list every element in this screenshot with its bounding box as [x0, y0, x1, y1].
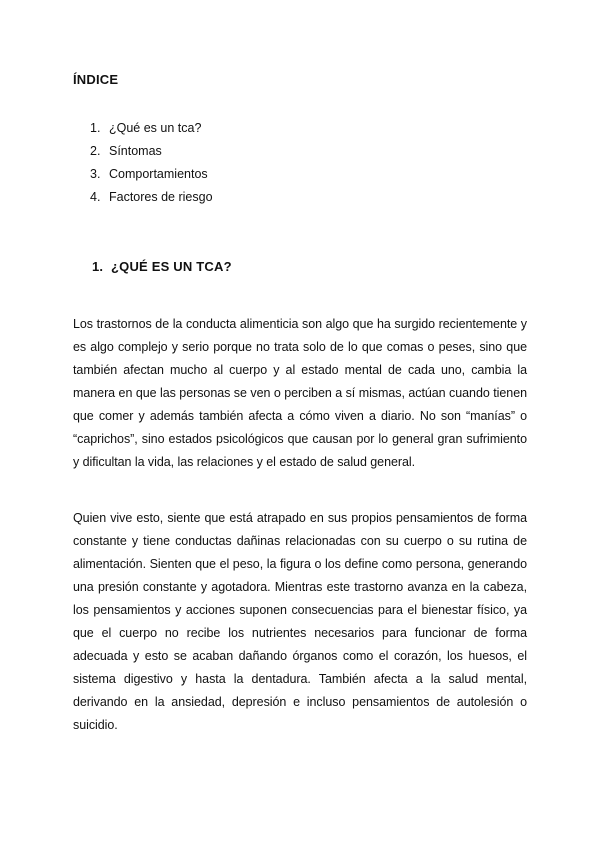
section-title: ¿QUÉ ES UN TCA?: [111, 259, 232, 274]
body-paragraph: Quien vive esto, siente que está atrapado en sus propios pensamientos de forma constante y tiene conductas dañinas relacionadas con su cuerpo o su rutina de alimentación. Sienten que el peso, la figura o los define como persona, generando una presión constante y agotadora. Mientras este trastorno avanza en la cabeza, los pensamientos y acciones suponen consecuencias para el bienestar físico, ya que el cuerpo no recibe los nutrientes necesarios para funcionar de forma adecuada y esto se acaban dañando órganos como el corazón, los huesos, el sistema digestivo y hasta la dentadura. También afecta a la salud mental, derivando en la ansiedad, depresión e incluso pensamientos de autolesión o suicidio.: [73, 511, 527, 732]
toc-item-number: 1.: [90, 121, 101, 135]
toc-item-number: 3.: [90, 167, 101, 181]
section-heading: [92, 259, 232, 274]
toc-item-label: ¿Qué es un tca?: [109, 121, 202, 135]
toc-item-label: Factores de riesgo: [109, 190, 213, 204]
toc-item-label: Comportamientos: [109, 167, 208, 181]
toc-item: [90, 189, 213, 212]
table-of-contents: [90, 120, 213, 212]
toc-item: [90, 143, 213, 166]
index-heading: ÍNDICE: [73, 72, 119, 87]
toc-item-number: 2.: [90, 144, 101, 158]
toc-item-label: Síntomas: [109, 144, 162, 158]
toc-item: [90, 166, 213, 189]
body-paragraph: Los trastornos de la conducta alimenticia son algo que ha surgido recientemente y es algo complejo y serio porque no trata solo de lo que comas o peses, sino que también afectan mucho al cuerpo y al estado mental de cada uno, cambia la manera en que las personas se ven o perciben a sí mismas, actúan cuando tienen que comer y además también afecta a cómo viven a diario. No son “manías” o “caprichos”, sino estados psicológicos que causan por lo general gran sufrimiento y dificultan la vida, las relaciones y el estado de salud general.: [73, 317, 527, 469]
toc-item-number: 4.: [90, 190, 101, 204]
toc-item: [90, 120, 213, 143]
section-number: 1.: [92, 259, 104, 274]
